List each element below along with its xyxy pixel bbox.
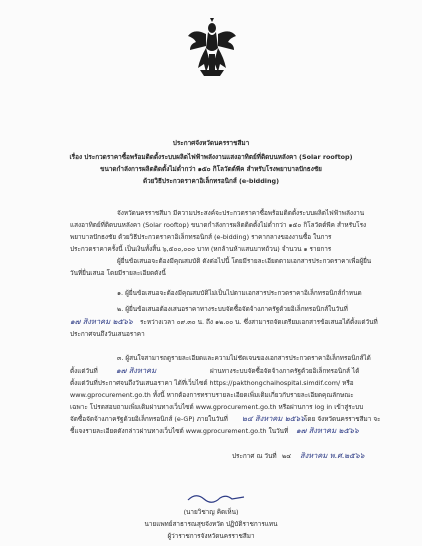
body-line: ผู้ยื่นข้อเสนอจะต้องมีคุณสมบัติ ดังต่อไปนี้ โดยมีรายละเอียดตามเอกสารประกวดราคาเพื่อผู้ยื่น (117, 257, 372, 265)
handwritten-date: ๒๔ สิงหาคม ๒๕๖๖ (242, 414, 305, 423)
handwritten-announced-date: สิงหาคม พ.ศ.๒๕๖๖ (300, 451, 365, 460)
body-line: ๑. ผู้ยื่นข้อเสนอจะต้องมีคุณสมบัติไม่เป็นไปตามเอกสารประกวดราคาอิเล็กทรอนิกส์กำหนด (117, 289, 362, 297)
subject-line-1: เรื่อง ประกวดราคาซื้อพร้อมติดตั้งระบบผลิตไฟฟ้าพลังงานแสงอาทิตย์ที่ติดบนหลังคา (Solar rooftop) (69, 153, 353, 161)
body-line: ตั้งแต่วันที่ประกาศจนถึงวันเสนอราคา ได้ที่เว็บไซต์ https://pakthongchaihospital.simdif.com/ หรือ (70, 379, 354, 387)
body-line: แสงอาทิตย์ที่ติดบนหลังคา (Solar rooftop) ขนาดกำลังการผลิตติดตั้งไม่ต่ำกว่า ๑๕๐ กิโลวัตต์พีค สำหรับโรง (70, 221, 367, 229)
body-line: ผ่านทางระบบจัดซื้อจัดจ้างภาครัฐด้วยอิเล็กทรอนิกส์ ได้ (210, 367, 360, 375)
body-line: ๓. ผู้สนใจสามารถดูรายละเอียดและความไม่ชัดเจนของเอกสารประกวดราคาอิเล็กทรอนิกส์ได้ (117, 354, 371, 362)
subject-line-2: ขนาดกำลังการผลิตติดตั้งไม่ต่ำกว่า ๑๕๐ กิโลวัตต์พีค สำหรับโรงพยาบาลปักธงชัย (100, 165, 322, 173)
body-line: โดย จังหวัดนครราชสีมา จะ (304, 415, 381, 423)
signature-scribble (186, 490, 246, 506)
garuda-emblem (186, 18, 238, 76)
handwritten-date: ๑๗ สิงหาคม (116, 366, 157, 375)
body-line: วันที่ยื่นเสนอ โดยมีรายละเอียดดังนี้ (70, 269, 166, 277)
signer-position-2: ผู้ว่าราชการจังหวัดนครราชสีมา (167, 532, 255, 540)
body-line: จังหวัดนครราชสีมา มีความประสงค์จะประกวดราคาซื้อพร้อมติดตั้งระบบผลิตไฟฟ้าพลังงาน (117, 209, 365, 217)
body-line: จัดซื้อจัดจ้างภาครัฐด้วยอิเล็กทรอนิกส์ (e-GP) ภายในวันที่ (70, 415, 228, 423)
announced-day: ๒๔ (282, 452, 292, 460)
subject-line-3: ด้วยวิธีประกวดราคาอิเล็กทรอนิกส์ (e-bidding) (142, 177, 280, 185)
announcement-title: ประกาศจังหวัดนครราชสีมา (172, 139, 250, 147)
body-line: เฉพาะ โปรดสอบถามเพิ่มเติมผ่านทางเว็บไซต์ www.gprocurement.go.th หรือผ่านการ log in เข้าสู่ระบบ (70, 403, 364, 411)
handwritten-date: ๑๗ สิงหาคม ๒๕๖๖ (70, 317, 133, 326)
handwritten-date: ๑๗ สิงหาคม ๒๕๖๖ (296, 426, 359, 435)
signer-position-1: นายแพทย์สาธารณสุขจังหวัด ปฏิบัติราชการแทน (144, 520, 278, 528)
body-line: ระหว่างเวลา ๐๙.๓๐ น. ถึง ๑๒.๐๐ น. ซึ่งสามารถจัดเตรียมเอกสารข้อเสนอได้ตั้งแต่วันที่ (140, 318, 378, 326)
body-line: www.gprocurement.go.th ทั้งนี้ หากต้องการทราบรายละเอียดเพิ่มเติมเกี่ยวกับรายละเอียดคุณลักษณะ (70, 391, 354, 399)
signer-name: (นายวิชาญ คิดเห็น) (183, 508, 239, 516)
announced-prefix: ประกาศ ณ วันที่ (232, 452, 277, 460)
body-line: ประกาศจนถึงวันเสนอราคา (70, 330, 145, 338)
body-line: ตั้งแต่วันที่ (70, 367, 98, 375)
body-line: พยาบาลปักธงชัย ด้วยวิธีประกวดราคาอิเล็กทรอนิกส์ (e-bidding) ราคากลางของงานซื้อ ในการ (70, 233, 332, 241)
body-line: ๒. ผู้ยื่นข้อเสนอต้องเสนอราคาทางระบบจัดซื้อจัดจ้างภาครัฐด้วยอิเล็กทรอนิกส์ในวันที่ (117, 305, 348, 313)
body-line: ประกวดราคาครั้งนี้ เป็นเงินทั้งสิ้น ๖,๕๐๐,๐๐๐ บาท (หกล้านห้าแสนบาทถ้วน) จำนวน ๑ รายการ (70, 245, 332, 253)
body-line: ชี้แจงรายละเอียดดังกล่าวผ่านทางเว็บไซต์ www.gprocurement.go.th ในวันที่ (70, 427, 289, 435)
